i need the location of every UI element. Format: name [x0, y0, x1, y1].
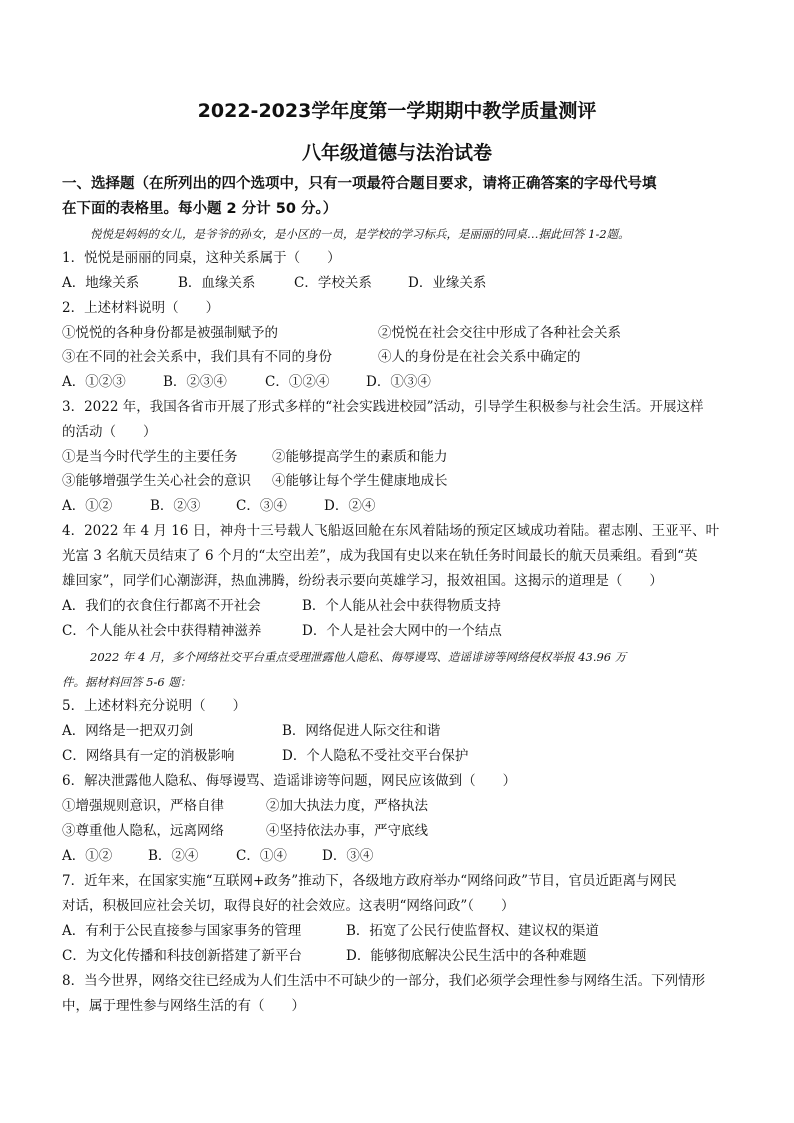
- q3-statement-4: ④能够让每个学生健康地成长: [272, 473, 448, 489]
- q6-option-a: A．①②: [62, 848, 113, 864]
- q6-option-b: B．②④: [148, 848, 199, 864]
- q8-stem-line1: 8．当今世界，网络交往已经成为人们生活中不可缺少的一部分，我们必须学会理性参与网络生活。下列情形: [62, 973, 706, 989]
- q7-stem-line2: 对话，积极回应社会关切，取得良好的社会效应。这表明“网络问政”（ ）: [62, 898, 515, 914]
- q1-option-d: D．业缘关系: [408, 275, 487, 291]
- q7-option-c: C．为文化传播和科技创新搭建了新平台: [62, 948, 302, 964]
- q1-option-a: A．地缘关系: [62, 275, 140, 291]
- q4-option-a: A．我们的衣食住行都离不开社会: [62, 598, 261, 614]
- q2-option-c: C．①②④: [265, 374, 330, 390]
- q4-stem-line2: 光富 3 名航天员结束了 6 个月的“太空出差”，成为我国有史以来在轨任务时间最长的航天员乘组。看到“英: [62, 548, 698, 564]
- material-1: 悦悦是妈妈的女儿，是爷爷的孙女，是小区的一员，是学校的学习标兵，是丽丽的同桌…据此回答 1-2题。: [90, 227, 630, 241]
- q8-stem-line2: 中，属于理性参与网络生活的有（ ）: [62, 998, 305, 1014]
- q3-stem-line1: 3．2022 年，我国各省市开展了形式多样的“社会实践进校园”活动，引导学生积极参与社会生活。开展这样: [62, 399, 704, 415]
- material-2-line1: 2022 年 4 月，多个网络社交平台重点受理泄露他人隐私、侮辱谩骂、造谣诽谤等网络侵权举报 43.96 万: [90, 650, 627, 664]
- q3-option-d: D．②④: [324, 498, 376, 514]
- q4-option-c: C．个人能从社会中获得精神滋养: [62, 623, 262, 639]
- q4-stem-line3: 雄回家”，同学们心潮澎湃，热血沸腾，纷纷表示要向英雄学习，报效祖国。这揭示的道理是（ ）: [62, 573, 663, 589]
- q2-statement-3: ③在不同的社会关系中，我们具有不同的身份: [62, 349, 332, 365]
- q7-option-b: B．拓宽了公民行使监督权、建议权的渠道: [346, 923, 599, 939]
- section-heading-line1: 一、选择题（在所列出的四个选项中，只有一项最符合题目要求，请将正确答案的字母代号填: [62, 176, 657, 192]
- q2-stem: 2．上述材料说明（ ）: [62, 300, 220, 316]
- q2-option-b: B．②③④: [163, 374, 227, 390]
- q2-option-d: D．①③④: [366, 374, 431, 390]
- q3-statement-3: ③能够增强学生关心社会的意识: [62, 473, 251, 489]
- q6-option-d: D．③④: [322, 848, 374, 864]
- q5-option-d: D．个人隐私不受社交平台保护: [282, 748, 469, 764]
- section-heading-line2: 在下面的表格里。每小题 2 分计 50 分。）: [62, 201, 338, 217]
- q3-option-b: B．②③: [150, 498, 201, 514]
- q3-stem-line2: 的活动（ ）: [62, 424, 157, 440]
- q2-option-a: A．①②③: [62, 374, 126, 390]
- q2-statement-4: ④人的身份是在社会关系中确定的: [378, 349, 581, 365]
- q7-stem-line1: 7．近年来，在国家实施“互联网+政务”推动下，各级地方政府举办“网络问政”节目，官员近距离与网民: [62, 873, 677, 889]
- q4-option-b: B．个人能从社会中获得物质支持: [302, 598, 501, 614]
- q6-option-c: C．①④: [236, 848, 287, 864]
- q3-option-a: A．①②: [62, 498, 113, 514]
- q2-statement-2: ②悦悦在社会交往中形成了各种社会关系: [378, 325, 621, 341]
- q3-option-c: C．③④: [236, 498, 287, 514]
- q3-statement-2: ②能够提高学生的素质和能力: [272, 449, 448, 465]
- q4-option-d: D．个人是社会大网中的一个结点: [302, 623, 502, 639]
- q3-statement-1: ①是当今时代学生的主要任务: [62, 449, 238, 465]
- q5-option-a: A．网络是一把双刃剑: [62, 723, 194, 739]
- q6-statement-3: ③尊重他人隐私，远离网络: [62, 823, 224, 839]
- q1-option-c: C．学校关系: [294, 275, 372, 291]
- q7-option-d: D．能够彻底解决公民生活中的各种难题: [346, 948, 587, 964]
- q5-stem: 5．上述材料充分说明（ ）: [62, 698, 247, 714]
- q5-option-c: C．网络具有一定的消极影响: [62, 748, 235, 764]
- q4-stem-line1: 4．2022 年 4 月 16 日，神舟十三号载人飞船返回舱在东风着陆场的预定区域成功着陆。翟志刚、王亚平、叶: [62, 523, 720, 539]
- q6-stem: 6．解决泄露他人隐私、侮辱谩骂、造谣诽谤等问题，网民应该做到（ ）: [62, 773, 517, 789]
- q6-statement-4: ④坚持依法办事，严守底线: [266, 823, 428, 839]
- material-2-line2: 件。据材料回答 5-6 题：: [62, 675, 192, 689]
- q2-statement-1: ①悦悦的各种身份都是被强制赋予的: [62, 325, 278, 341]
- q5-option-b: B．网络促进人际交往和谐: [282, 723, 441, 739]
- exam-subtitle: 八年级道德与法治试卷: [301, 142, 492, 164]
- q6-statement-1: ①增强规则意识，严格自律: [62, 798, 224, 814]
- q1-stem: 1．悦悦是丽丽的同桌，这种关系属于（ ）: [62, 250, 341, 266]
- exam-title: 2022-2023学年度第一学期期中教学质量测评: [197, 100, 597, 122]
- q7-option-a: A．有利于公民直接参与国家事务的管理: [62, 923, 302, 939]
- q1-option-b: B．血缘关系: [178, 275, 256, 291]
- q6-statement-2: ②加大执法力度，严格执法: [266, 798, 428, 814]
